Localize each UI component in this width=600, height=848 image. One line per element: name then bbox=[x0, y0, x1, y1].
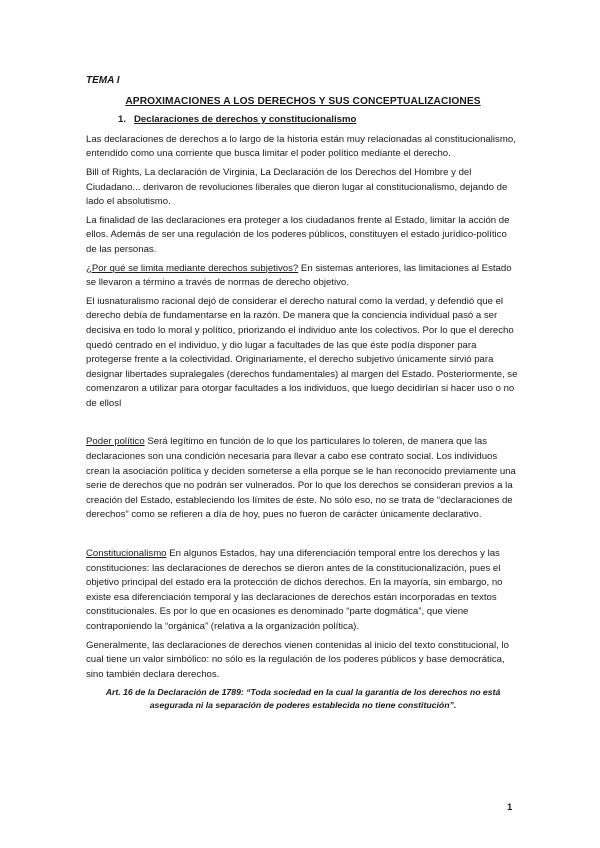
paragraph-subjetivos bbox=[86, 262, 520, 291]
subjetivos-text: En sistemas anteriores, las limitaciones al Estado se llevaron a término a través de normas de derecho objetivo. bbox=[86, 262, 512, 289]
chapter-label: TEMA I bbox=[86, 75, 120, 86]
constitucionalismo-text: En algunos Estados, hay una diferenciación temporal entre los derechos y las constituciones: las declaraciones de derechos se dieron antes de la constitucionalización, pues el objetivo principal del estado era la protección de dichos derechos. En la mayoría, sin embargo, no existe esa diferenciación temporal y las declaraciones de derechos están incorporadas en textos constitucionales. Es por lo que en ocasiones es denominado “parte dogmática”, que viene contraponiendo la “orgánica” (relativa a la organización política). bbox=[86, 548, 503, 632]
constitucionalismo-lead: Constitucionalismo bbox=[86, 548, 167, 560]
spacer bbox=[86, 415, 520, 435]
paragraph-constitucionalismo bbox=[86, 547, 520, 635]
page-title: APROXIMACIONES A LOS DERECHOS Y SUS CONCEPTUALIZACIONES bbox=[125, 95, 481, 107]
poder-politico-lead: Poder político bbox=[86, 436, 145, 448]
section-title: Declaraciones de derechos y constitucionalismo bbox=[134, 114, 357, 126]
poder-politico-text: Será legítimo en función de lo que los particulares lo toleren, de manera que las declaraciones son una condición necesaria para llevar a cabo ese contrato social. Los individuos crean la asociación política y deciden someterse a ella porque se le han reconocido previamente una serie de derechos que no podrán ser vulnerados. Por lo que los derechos se consideran previos a la creación del Estado, estableciendo los límites de éste. No sólo eso, no se trata de “declaraciones de derechos” como se refieren a día de hoy, pues no fueron de carácter únicamente declarativo. bbox=[86, 436, 516, 521]
paragraph-iusnaturalismo: El iusnaturalismo racional dejó de considerar el derecho natural como la verdad, y defendió que el derecho debía de fundamentarse en la razón. De manera que la conciencia individual pasó a ser decisiva en todo lo moral y político, priorizando el individuo ante los colectivos. Por lo que el derecho quedó centrado en el individuo, y dio lugar a facultades de las que éste podía disponer para protegerse frente a la colectividad. Originariamente, el derecho subjetivo únicamente sirvió para designar libertades supralegales (derechos fundamentales) al margen del Estado. Posteriormente, se comenzaron a utilizar para otorgar facultades a los individuos, que luego decidirían si hacer uso o no de ellosl bbox=[86, 295, 518, 409]
paragraph-bill-of-rights: Bill of Rights, La declaración de Virginia, La Declaración de los Derechos del Hombre y del Ciudadano... derivaron de revoluciones liberales que dieron lugar al constitucionalismo, dejando de lado el absolutismo. bbox=[86, 166, 508, 208]
subjetivos-lead: ¿Por qué se limita mediante derechos subjetivos? bbox=[86, 262, 299, 274]
section-number: 1. bbox=[118, 114, 127, 126]
paragraph-poder-politico bbox=[86, 435, 520, 523]
page-number: 1 bbox=[507, 802, 513, 813]
page-content bbox=[86, 74, 520, 712]
article-quote: Art. 16 de la Declaración de 1789: “Toda sociedad en la cual la garantía de los derechos no está asegurada ni la separación de poderes establecida no tiene constitución”. bbox=[105, 687, 501, 710]
paragraph-intro: Las declaraciones de derechos a lo largo de la historia están muy relacionadas al constitucionalismo, entendido como una corriente que busca limitar el poder político mediante el derecho. bbox=[86, 133, 516, 160]
section-heading bbox=[118, 113, 520, 128]
paragraph-finalidad: La finalidad de las declaraciones era proteger a los ciudadanos frente al Estado, limitar la acción de ellos. Además de ser una regulación de los poderes públicos, constituyen el estado jurídico-político de las personas. bbox=[86, 214, 510, 255]
spacer bbox=[86, 527, 520, 547]
paragraph-generalmente: Generalmente, las declaraciones de derechos vienen contenidas al inicio del texto constitucional, lo cual tiene un valor simbólico: no sólo es la regulación de los poderes públicos y base democrática, sino también declara derechos. bbox=[86, 639, 509, 680]
